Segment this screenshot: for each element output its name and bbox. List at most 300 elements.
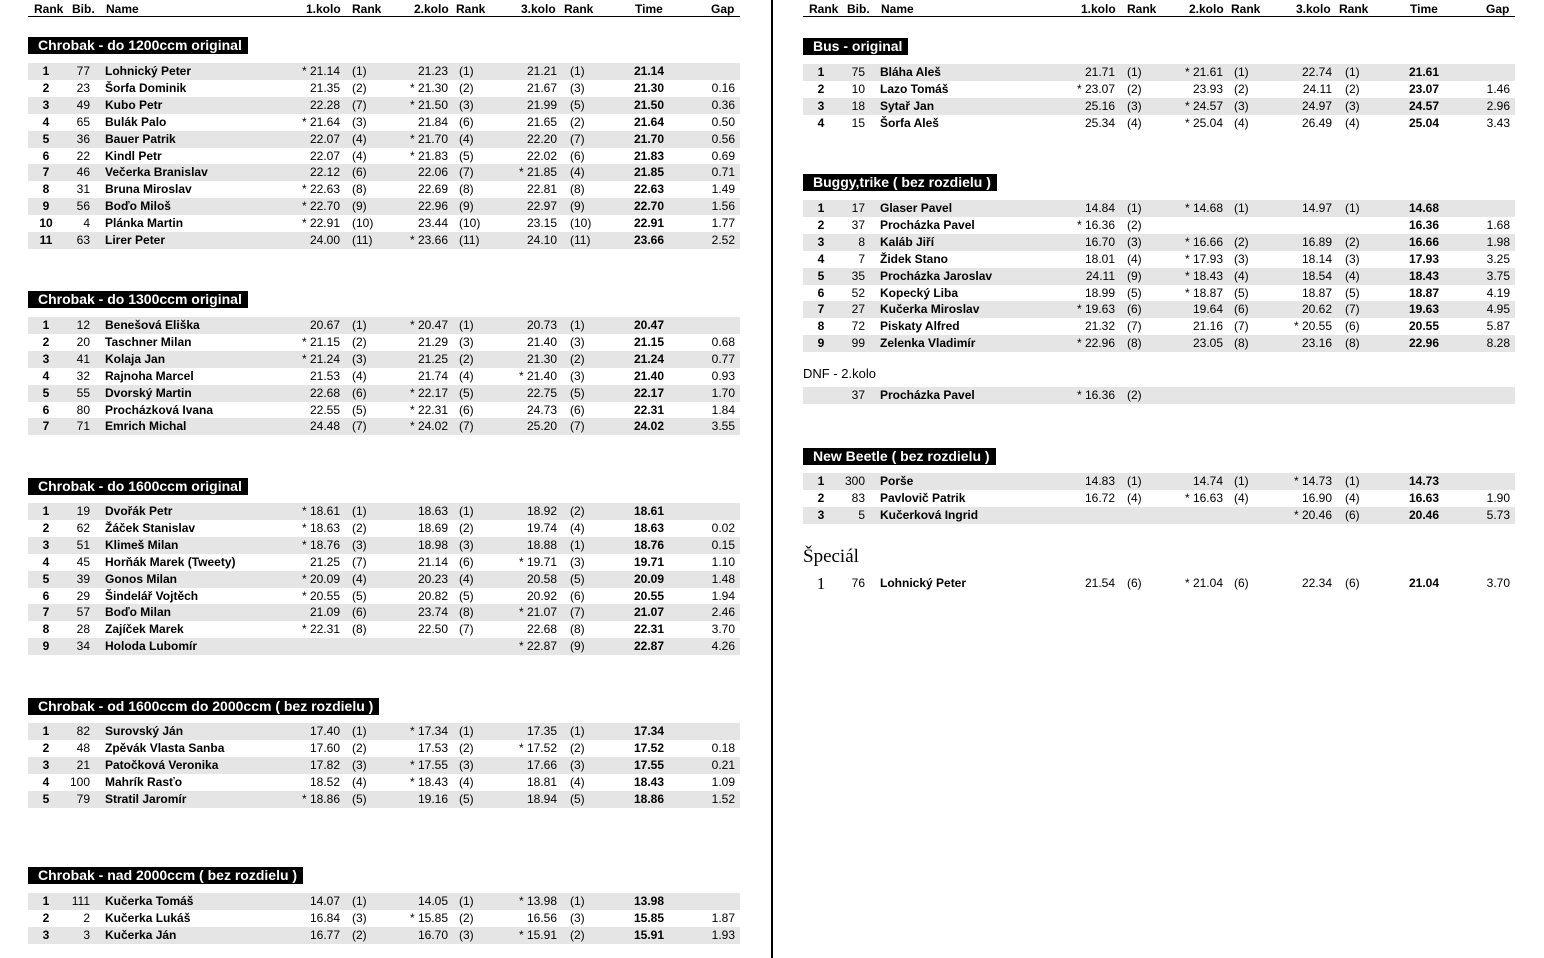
rank-cell: 7 bbox=[42, 419, 50, 434]
rank2-cell: (10) bbox=[459, 216, 481, 231]
rank1-cell: (4) bbox=[352, 368, 367, 383]
rank2-cell: (3) bbox=[459, 757, 474, 772]
time-cell: 16.66 bbox=[1408, 234, 1439, 249]
table-row bbox=[28, 63, 740, 80]
table-row bbox=[28, 503, 740, 520]
section-title: Buggy,trike ( bez rozdielu ) bbox=[803, 174, 997, 191]
section-title: Špeciál bbox=[803, 546, 859, 567]
kolo1-cell: 21.09 bbox=[309, 605, 340, 620]
name-cell: Bláha Aleš bbox=[880, 65, 941, 79]
rank-cell: 5 bbox=[42, 385, 50, 400]
rank-cell: 2 bbox=[42, 740, 50, 755]
time-cell: 21.85 bbox=[633, 165, 664, 180]
kolo2-cell: * 18.87 bbox=[1184, 285, 1223, 300]
time-cell: 18.63 bbox=[633, 520, 664, 535]
kolo2-cell: 21.14 bbox=[417, 554, 448, 569]
rank1-cell: (2) bbox=[352, 520, 367, 535]
kolo2-cell: * 21.50 bbox=[409, 97, 448, 112]
gap-cell: 0.36 bbox=[711, 97, 735, 112]
kolo3-cell: 21.40 bbox=[526, 334, 557, 349]
kolo3-cell: 16.90 bbox=[1301, 490, 1332, 505]
rank-cell: 1 bbox=[42, 504, 50, 518]
gap-cell: 2.52 bbox=[711, 233, 735, 247]
bib-cell: 45 bbox=[76, 554, 90, 569]
kolo2-cell: 16.70 bbox=[417, 927, 448, 942]
rank-cell: 4 bbox=[817, 115, 825, 130]
time-cell: 17.55 bbox=[633, 757, 664, 772]
rank3-cell: (3) bbox=[1345, 251, 1360, 266]
header-rank: Rank bbox=[809, 2, 839, 16]
time-cell: 21.40 bbox=[633, 368, 664, 383]
header-bib: Bib. bbox=[72, 2, 95, 16]
kolo1-cell: 24.48 bbox=[309, 419, 340, 434]
gap-cell: 1.93 bbox=[711, 927, 735, 942]
rank2-cell: (6) bbox=[1234, 302, 1249, 317]
rank1-cell: (4) bbox=[352, 148, 367, 163]
rank3-cell: (6) bbox=[1345, 576, 1360, 590]
column-divider bbox=[771, 0, 773, 958]
kolo2-cell: 22.06 bbox=[417, 165, 448, 180]
kolo3-cell: 21.67 bbox=[526, 80, 557, 95]
kolo2-cell: 22.69 bbox=[417, 182, 448, 197]
table-row bbox=[28, 131, 740, 148]
kolo2-cell: 21.74 bbox=[417, 368, 448, 383]
kolo3-cell: 23.15 bbox=[526, 216, 557, 231]
rank2-cell: (3) bbox=[459, 537, 474, 552]
kolo1-cell: 14.83 bbox=[1084, 474, 1115, 488]
time-cell: 18.76 bbox=[633, 537, 664, 552]
rank2-cell: (1) bbox=[459, 504, 474, 518]
time-cell: 19.63 bbox=[1408, 302, 1439, 317]
kolo2-cell: * 17.55 bbox=[409, 757, 448, 772]
bib-cell: 79 bbox=[76, 791, 90, 806]
kolo1-cell: 21.25 bbox=[309, 554, 340, 569]
kolo1-cell: * 18.61 bbox=[301, 504, 340, 518]
gap-cell: 3.75 bbox=[1486, 268, 1510, 283]
kolo1-cell: 18.01 bbox=[1084, 251, 1115, 266]
rank-cell: 9 bbox=[42, 639, 50, 654]
bib-cell: 63 bbox=[76, 233, 90, 247]
bib-cell: 23 bbox=[76, 80, 90, 95]
rank-cell: 2 bbox=[42, 80, 50, 95]
kolo1-cell: * 16.36 bbox=[1076, 388, 1115, 402]
kolo2-cell: 17.53 bbox=[417, 740, 448, 755]
rank1-cell: (3) bbox=[1127, 234, 1142, 249]
name-cell: Kolaja Jan bbox=[105, 351, 166, 366]
gap-cell: 0.15 bbox=[711, 537, 735, 552]
name-cell: Horňák Marek (Tweety) bbox=[105, 554, 236, 569]
kolo1-cell: * 16.36 bbox=[1076, 217, 1115, 232]
kolo1-cell: 17.60 bbox=[309, 740, 340, 755]
rank1-cell: (7) bbox=[1127, 319, 1142, 334]
name-cell: Večerka Branislav bbox=[105, 165, 208, 180]
rank3-cell: (2) bbox=[570, 927, 585, 942]
kolo3-cell: 22.20 bbox=[526, 131, 557, 146]
rank2-cell: (5) bbox=[459, 588, 474, 603]
rank2-cell: (1) bbox=[459, 894, 474, 908]
time-cell: 22.96 bbox=[1408, 336, 1439, 351]
bib-cell: 10 bbox=[851, 81, 865, 96]
rank-cell: 5 bbox=[42, 791, 50, 806]
bib-cell: 82 bbox=[76, 724, 90, 738]
rank3-cell: (5) bbox=[570, 385, 585, 400]
gap-cell: 1.98 bbox=[1486, 234, 1510, 249]
kolo1-cell: 16.70 bbox=[1084, 234, 1115, 249]
header-kolo3: 3.kolo bbox=[1296, 2, 1331, 16]
rank3-cell: (7) bbox=[1345, 302, 1360, 317]
rank-cell: 3 bbox=[42, 757, 50, 772]
kolo1-cell: 22.68 bbox=[309, 385, 340, 400]
gap-cell: 2.46 bbox=[711, 605, 735, 620]
rank1-cell: (1) bbox=[1127, 65, 1142, 79]
kolo3-cell: 19.74 bbox=[526, 520, 557, 535]
kolo2-cell: * 18.43 bbox=[1184, 268, 1223, 283]
rank3-cell: (3) bbox=[570, 334, 585, 349]
kolo3-cell: 24.10 bbox=[526, 233, 557, 247]
kolo3-cell: * 22.87 bbox=[518, 639, 557, 654]
name-cell: Taschner Milan bbox=[105, 334, 192, 349]
rank-cell: 4 bbox=[42, 114, 50, 129]
gap-cell: 0.50 bbox=[711, 114, 735, 129]
gap-cell: 2.96 bbox=[1486, 98, 1510, 113]
rank2-cell: (4) bbox=[1234, 268, 1249, 283]
name-cell: Piskaty Alfred bbox=[880, 319, 960, 334]
kolo2-cell: 21.23 bbox=[417, 64, 448, 78]
bib-cell: 39 bbox=[76, 571, 90, 586]
time-cell: 23.07 bbox=[1408, 81, 1439, 96]
table-row bbox=[803, 115, 1515, 132]
kolo2-cell: 21.29 bbox=[417, 334, 448, 349]
bib-cell: 21 bbox=[76, 757, 90, 772]
name-cell: Kubo Petr bbox=[105, 97, 163, 112]
kolo1-cell: 18.99 bbox=[1084, 285, 1115, 300]
bib-cell: 12 bbox=[76, 318, 90, 332]
rank3-cell: (9) bbox=[570, 199, 585, 214]
rank-cell: 2 bbox=[817, 81, 825, 96]
bib-cell: 56 bbox=[76, 199, 90, 214]
rank3-cell: (8) bbox=[570, 622, 585, 637]
kolo2-cell: 18.69 bbox=[417, 520, 448, 535]
kolo2-cell: 19.16 bbox=[417, 791, 448, 806]
gap-cell: 0.56 bbox=[711, 131, 735, 146]
rank-cell: 9 bbox=[42, 199, 50, 214]
kolo3-cell: 22.74 bbox=[1301, 65, 1332, 79]
rank2-cell: (7) bbox=[459, 165, 474, 180]
kolo3-cell: 20.62 bbox=[1301, 302, 1332, 317]
bib-cell: 36 bbox=[76, 131, 90, 146]
rank3-cell: (6) bbox=[570, 402, 585, 417]
rank2-cell: (8) bbox=[459, 605, 474, 620]
name-cell: Procházková Ivana bbox=[105, 402, 214, 417]
rank2-cell: (5) bbox=[1234, 285, 1249, 300]
bib-cell: 72 bbox=[851, 319, 865, 334]
kolo1-cell: 22.55 bbox=[309, 402, 340, 417]
header-rank: Rank bbox=[34, 2, 64, 16]
rank2-cell: (7) bbox=[1234, 319, 1249, 334]
kolo3-cell: 24.97 bbox=[1301, 98, 1332, 113]
section-title: Chrobak - od 1600ccm do 2000ccm ( bez rozdielu ) bbox=[28, 698, 379, 715]
gap-cell: 0.16 bbox=[711, 80, 735, 95]
rank-cell: 8 bbox=[42, 182, 50, 197]
rank2-cell: (11) bbox=[459, 233, 480, 247]
table-row bbox=[803, 98, 1515, 115]
table-row bbox=[28, 317, 740, 334]
time-cell: 22.87 bbox=[633, 639, 664, 654]
table-row bbox=[803, 251, 1515, 268]
rank-cell: 3 bbox=[817, 98, 825, 113]
bib-cell: 20 bbox=[76, 334, 90, 349]
name-cell: Surovský Ján bbox=[105, 724, 184, 738]
kolo1-cell: * 22.91 bbox=[301, 216, 340, 231]
kolo1-cell: 25.16 bbox=[1084, 98, 1115, 113]
table-row bbox=[28, 198, 740, 215]
kolo3-cell: 14.97 bbox=[1301, 201, 1332, 215]
time-cell: 15.91 bbox=[633, 927, 664, 942]
rank-cell: 9 bbox=[817, 336, 825, 351]
rank1-cell: (5) bbox=[352, 588, 367, 603]
rank1-cell: (6) bbox=[352, 165, 367, 180]
table-row bbox=[28, 910, 740, 927]
gap-cell: 1.46 bbox=[1486, 81, 1510, 96]
kolo1-cell: * 18.76 bbox=[301, 537, 340, 552]
name-cell: Glaser Pavel bbox=[880, 201, 953, 215]
gap-cell: 1.84 bbox=[711, 402, 735, 417]
bib-cell: 7 bbox=[858, 251, 865, 266]
kolo1-cell: 14.07 bbox=[309, 894, 340, 908]
name-cell: Kučerková Ingrid bbox=[880, 507, 979, 522]
rank1-cell: (6) bbox=[352, 605, 367, 620]
name-cell: Stratil Jaromír bbox=[105, 791, 187, 806]
kolo3-cell: 17.35 bbox=[526, 724, 557, 738]
table-row bbox=[28, 368, 740, 385]
table-row bbox=[28, 520, 740, 537]
table-row bbox=[28, 571, 740, 588]
kolo3-cell: 21.99 bbox=[526, 97, 557, 112]
rank2-cell: (3) bbox=[1234, 98, 1249, 113]
gap-cell: 3.43 bbox=[1486, 115, 1510, 130]
kolo3-cell: * 13.98 bbox=[518, 894, 557, 908]
rank1-cell: (2) bbox=[352, 740, 367, 755]
rank1-cell: (8) bbox=[352, 182, 367, 197]
rank-cell: 7 bbox=[817, 302, 825, 317]
name-cell: Kaláb Jiří bbox=[880, 234, 935, 249]
gap-cell: 0.02 bbox=[711, 520, 735, 535]
rank3-cell: (6) bbox=[1345, 319, 1360, 334]
time-cell: 22.17 bbox=[633, 385, 664, 400]
rank-cell: 6 bbox=[42, 402, 50, 417]
rank1-cell: (4) bbox=[352, 774, 367, 789]
rank3-cell: (1) bbox=[570, 318, 585, 332]
rank3-cell: (8) bbox=[570, 182, 585, 197]
header-rank2: Rank bbox=[456, 2, 486, 16]
rank1-cell: (6) bbox=[352, 385, 367, 400]
header-time: Time bbox=[635, 2, 663, 16]
kolo1-cell: 21.32 bbox=[1084, 319, 1115, 334]
name-cell: Lohnický Peter bbox=[880, 576, 967, 590]
bib-cell: 41 bbox=[76, 351, 90, 366]
kolo3-cell: * 20.55 bbox=[1293, 319, 1332, 334]
name-cell: Boďo Miloš bbox=[105, 199, 171, 214]
header-rank1: Rank bbox=[1127, 2, 1157, 16]
rank3-cell: (3) bbox=[1345, 98, 1360, 113]
rank1-cell: (9) bbox=[352, 199, 367, 214]
kolo1-cell: 17.82 bbox=[309, 757, 340, 772]
gap-cell: 5.73 bbox=[1486, 507, 1510, 522]
kolo2-cell: 14.74 bbox=[1192, 474, 1223, 488]
table-row bbox=[28, 927, 740, 944]
rank1-cell: (7) bbox=[352, 419, 367, 434]
rank1-cell: (4) bbox=[352, 571, 367, 586]
table-row bbox=[803, 335, 1515, 352]
kolo2-cell: 21.25 bbox=[417, 351, 448, 366]
kolo3-cell: 22.81 bbox=[526, 182, 557, 197]
rank-cell: 3 bbox=[42, 927, 50, 942]
rank1-cell: (3) bbox=[352, 351, 367, 366]
kolo3-cell: 18.14 bbox=[1301, 251, 1332, 266]
rank3-cell: (7) bbox=[570, 419, 585, 434]
rank2-cell: (3) bbox=[1234, 251, 1249, 266]
time-cell: 18.43 bbox=[1408, 268, 1439, 283]
kolo2-cell: 22.50 bbox=[417, 622, 448, 637]
rank1-cell: (3) bbox=[352, 114, 367, 129]
kolo3-cell: * 21.40 bbox=[518, 368, 557, 383]
name-cell: Žáček Stanislav bbox=[105, 520, 196, 535]
header-name: Name bbox=[106, 2, 139, 16]
rank1-cell: (2) bbox=[352, 927, 367, 942]
bib-cell: 55 bbox=[76, 385, 90, 400]
kolo2-cell: 20.23 bbox=[417, 571, 448, 586]
time-cell: 20.47 bbox=[633, 318, 664, 332]
rank2-cell: (5) bbox=[459, 791, 474, 806]
section-title: New Beetle ( bez rozdielu ) bbox=[803, 448, 996, 465]
rank1-cell: (1) bbox=[1127, 474, 1142, 488]
time-cell: 24.57 bbox=[1408, 98, 1439, 113]
table-row bbox=[28, 791, 740, 808]
name-cell: Zelenka Vladimír bbox=[880, 336, 976, 351]
name-cell: Kopecký Liba bbox=[880, 285, 959, 300]
time-cell: 13.98 bbox=[633, 894, 664, 908]
kolo1-cell: * 20.09 bbox=[301, 571, 340, 586]
table-row bbox=[28, 402, 740, 419]
name-cell: Sytař Jan bbox=[880, 98, 935, 113]
name-cell: Lohnický Peter bbox=[105, 64, 192, 78]
kolo2-cell: * 17.93 bbox=[1184, 251, 1223, 266]
table-row bbox=[803, 200, 1515, 217]
name-cell: Pavlovič Patrik bbox=[880, 490, 966, 505]
name-cell: Plánka Martin bbox=[105, 216, 184, 231]
name-cell: Bauer Patrik bbox=[105, 131, 176, 146]
gap-cell: 8.28 bbox=[1486, 336, 1510, 351]
name-cell: Bulák Palo bbox=[105, 114, 167, 129]
kolo1-cell: 21.71 bbox=[1084, 65, 1115, 79]
time-cell: 16.63 bbox=[1408, 490, 1439, 505]
table-row bbox=[28, 80, 740, 97]
table-row bbox=[803, 575, 1515, 592]
kolo2-cell: 21.16 bbox=[1192, 319, 1223, 334]
time-cell: 23.66 bbox=[633, 233, 664, 247]
rank1-cell: (8) bbox=[352, 622, 367, 637]
name-cell: Šindelář Vojtěch bbox=[105, 588, 199, 603]
gap-cell: 0.68 bbox=[711, 334, 735, 349]
section-title: DNF - 2.kolo bbox=[803, 366, 876, 381]
table-row bbox=[28, 723, 740, 740]
time-cell: 14.68 bbox=[1408, 201, 1439, 215]
rank3-cell: (11) bbox=[570, 233, 591, 247]
name-cell: Zajíček Marek bbox=[105, 622, 184, 637]
table-row bbox=[28, 537, 740, 554]
kolo1-cell: 21.54 bbox=[1084, 576, 1115, 590]
time-cell: 22.31 bbox=[633, 622, 664, 637]
header-time: Time bbox=[1410, 2, 1438, 16]
time-cell: 20.46 bbox=[1408, 507, 1439, 522]
gap-cell: 1.94 bbox=[711, 588, 735, 603]
rank3-cell: (3) bbox=[570, 757, 585, 772]
rank1-cell: (5) bbox=[352, 402, 367, 417]
rank-cell: 4 bbox=[817, 251, 825, 266]
rank-cell: 1 bbox=[42, 724, 50, 738]
table-row bbox=[28, 232, 740, 249]
rank1-cell: (5) bbox=[352, 791, 367, 806]
rank3-cell: (1) bbox=[570, 724, 585, 738]
kolo2-cell: * 25.04 bbox=[1184, 115, 1223, 130]
kolo1-cell: 18.52 bbox=[309, 774, 340, 789]
rank1-cell: (7) bbox=[352, 97, 367, 112]
table-row bbox=[803, 217, 1515, 234]
kolo1-cell: 16.72 bbox=[1084, 490, 1115, 505]
bib-cell: 27 bbox=[851, 302, 865, 317]
table-row bbox=[28, 215, 740, 232]
bib-cell: 34 bbox=[76, 639, 90, 654]
rank2-cell: (4) bbox=[459, 774, 474, 789]
name-cell: Patočková Veronika bbox=[105, 757, 219, 772]
gap-cell: 0.18 bbox=[711, 740, 735, 755]
rank1-cell: (2) bbox=[352, 80, 367, 95]
header-underline bbox=[28, 16, 740, 17]
time-cell: 21.24 bbox=[633, 351, 664, 366]
time-cell: 21.64 bbox=[633, 114, 664, 129]
kolo1-cell: * 18.86 bbox=[301, 791, 340, 806]
rank3-cell: (2) bbox=[1345, 234, 1360, 249]
rank3-cell: (4) bbox=[570, 520, 585, 535]
time-cell: 18.86 bbox=[633, 791, 664, 806]
table-row bbox=[28, 351, 740, 368]
kolo1-cell: 24.00 bbox=[309, 233, 340, 247]
rank1-cell: (1) bbox=[352, 894, 367, 908]
rank1-cell: (8) bbox=[1127, 336, 1142, 351]
kolo2-cell: 22.96 bbox=[417, 199, 448, 214]
kolo1-cell: * 21.15 bbox=[301, 334, 340, 349]
table-row bbox=[28, 148, 740, 165]
rank2-cell: (4) bbox=[459, 571, 474, 586]
rank3-cell: (5) bbox=[570, 791, 585, 806]
rank2-cell: (8) bbox=[459, 182, 474, 197]
rank2-cell: (2) bbox=[459, 520, 474, 535]
kolo3-cell: 16.56 bbox=[526, 910, 557, 925]
rank1-cell: (6) bbox=[1127, 576, 1142, 590]
time-cell: 22.63 bbox=[633, 182, 664, 197]
rank-cell: 5 bbox=[817, 268, 825, 283]
kolo3-cell: 18.54 bbox=[1301, 268, 1332, 283]
kolo1-cell: 20.67 bbox=[309, 318, 340, 332]
name-cell: Rajnoha Marcel bbox=[105, 368, 194, 383]
rank2-cell: (2) bbox=[1234, 81, 1249, 96]
rank2-cell: (2) bbox=[459, 80, 474, 95]
gap-cell: 4.19 bbox=[1486, 285, 1510, 300]
kolo2-cell: 21.84 bbox=[417, 114, 448, 129]
kolo1-cell: * 23.07 bbox=[1076, 81, 1115, 96]
bib-cell: 3 bbox=[83, 927, 90, 942]
rank3-cell: (2) bbox=[570, 740, 585, 755]
